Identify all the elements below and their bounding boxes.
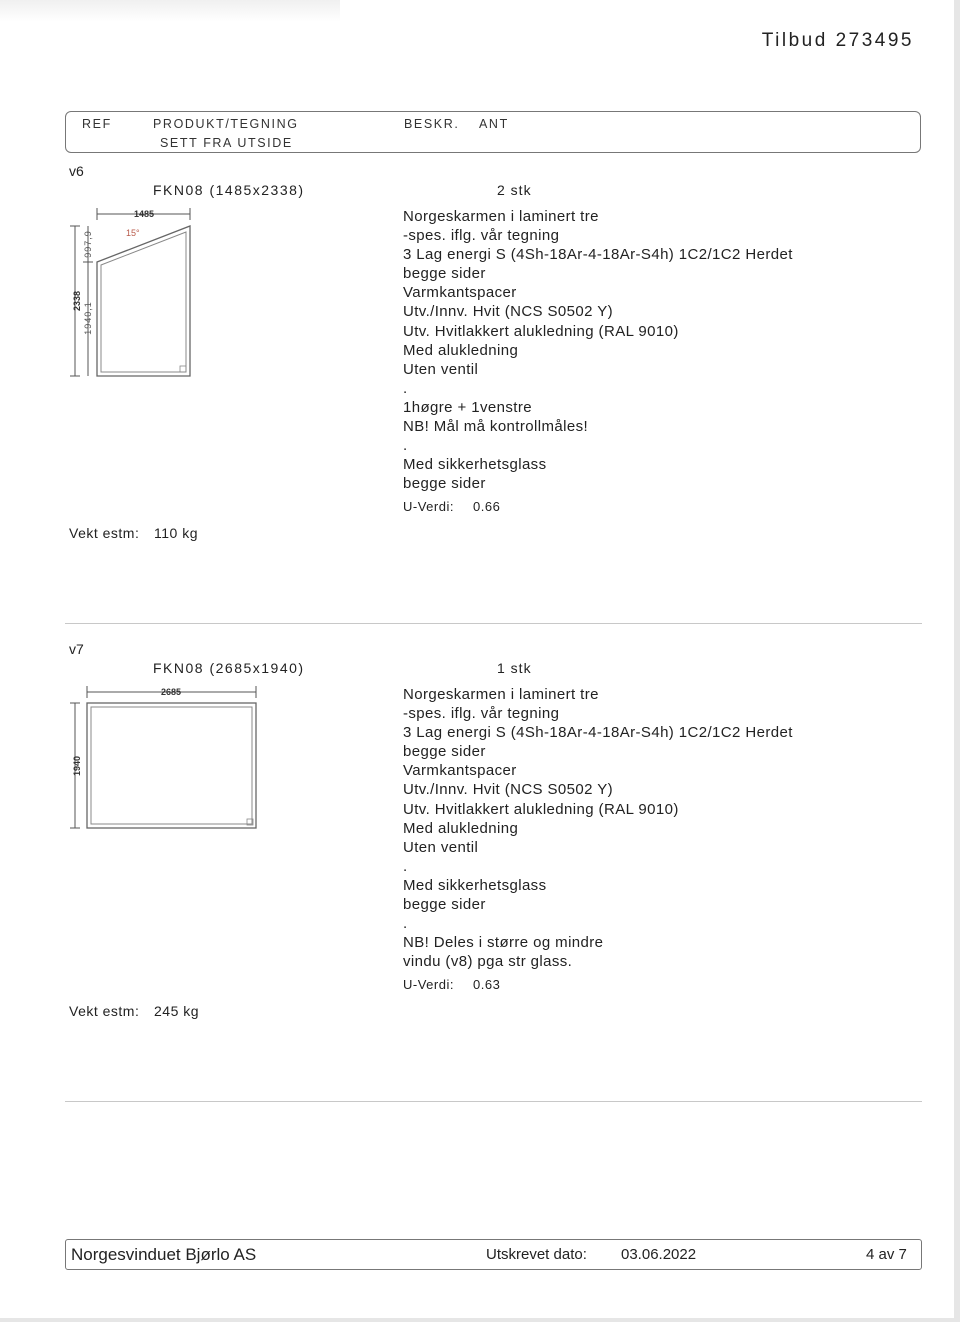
header-product: PRODUKT/TEGNING <box>153 117 299 131</box>
header-ref: REF <box>82 117 112 131</box>
u-value-label: U-Verdi: <box>403 499 454 514</box>
description-line: NB! Mål må kontrollmåles! <box>403 418 589 436</box>
company-name: Norgesvinduet Bjørlo AS <box>71 1245 257 1264</box>
window-frame-outer <box>87 703 256 828</box>
item-ref: v6 <box>69 163 84 179</box>
description-line: 1høgre + 1venstre <box>403 398 532 416</box>
description-line: . <box>403 379 408 397</box>
u-value <box>403 499 501 514</box>
weight-value: 110 kg <box>154 525 198 541</box>
weight-estimate <box>69 525 198 541</box>
description-line: begge sider <box>403 475 486 493</box>
header-description: BESKR. <box>404 117 460 131</box>
item-divider <box>65 623 922 624</box>
long-side-label: 1940,1 <box>83 301 93 335</box>
item-description <box>403 685 823 971</box>
description-line: Norgeskarmen i laminert tre <box>403 208 599 225</box>
description-line: . <box>403 437 408 455</box>
width-label: 2685 <box>160 687 182 697</box>
description-line: -spes. iflg. vår tegning <box>403 227 560 245</box>
header-subtitle: SETT FRA UTSIDE <box>160 136 293 150</box>
item-divider <box>65 1101 922 1102</box>
description-line: . <box>403 857 408 875</box>
description-line: NB! Deles i større og mindre <box>403 934 604 952</box>
u-value <box>403 977 501 992</box>
description-line: Uten ventil <box>403 360 479 378</box>
description-line: Med sikkerhetsglass <box>403 456 547 474</box>
print-date-label: Utskrevet dato: <box>486 1246 587 1263</box>
description-line: 3 Lag energi S (4Sh-18Ar-4-18Ar-S4h) 1C2/1C2 Herdet <box>403 246 793 264</box>
u-value-number: 0.63 <box>473 977 501 992</box>
header-quantity: ANT <box>479 117 509 131</box>
item-product: FKN08 (2685x1940) <box>153 660 305 676</box>
description-line: -spes. iflg. vår tegning <box>403 705 560 723</box>
angle-label: 15° <box>126 228 140 238</box>
item-quantity: 2 stk <box>497 182 532 198</box>
weight-label: Vekt estm: <box>69 1003 140 1019</box>
description-line: begge sider <box>403 265 486 283</box>
u-value-number: 0.66 <box>473 499 501 514</box>
description-line: Uten ventil <box>403 838 479 856</box>
description-line: Utv./Innv. Hvit (NCS S0502 Y) <box>403 781 613 799</box>
u-value-label: U-Verdi: <box>403 977 454 992</box>
description-line: Varmkantspacer <box>403 284 517 302</box>
description-line: Med alukledning <box>403 341 519 359</box>
window-frame-inner <box>91 707 252 824</box>
hinge-marker <box>180 366 186 372</box>
page-edge <box>954 0 960 1322</box>
item-product: FKN08 (1485x2338) <box>153 182 305 198</box>
description-line: Varmkantspacer <box>403 762 517 780</box>
scan-artifact <box>0 0 340 22</box>
page-edge-bottom <box>0 1318 960 1322</box>
description-line: Utv. Hvitlakkert alukledning (RAL 9010) <box>403 800 679 818</box>
short-side-label: 997,9 <box>83 230 93 258</box>
height-label: 1940 <box>72 755 82 777</box>
description-line: Utv./Innv. Hvit (NCS S0502 Y) <box>403 303 613 321</box>
description-line: Med alukledning <box>403 819 519 837</box>
item-ref: v7 <box>69 641 84 657</box>
description-line: Med sikkerhetsglass <box>403 876 547 894</box>
description-line: . <box>403 915 408 933</box>
weight-value: 245 kg <box>154 1003 200 1019</box>
description-line: 3 Lag energi S (4Sh-18Ar-4-18Ar-S4h) 1C2/1C2 Herdet <box>403 724 793 742</box>
window-drawing-v7 <box>60 678 270 838</box>
description-line: vindu (v8) pga str glass. <box>403 953 573 971</box>
weight-estimate <box>69 1003 200 1019</box>
height-label: 2338 <box>72 290 82 312</box>
item-quantity: 1 stk <box>497 660 532 676</box>
print-date: 03.06.2022 <box>621 1246 697 1263</box>
document-title: Tilbud 273495 <box>761 30 914 51</box>
width-label: 1485 <box>133 209 155 219</box>
description-line: Norgeskarmen i laminert tre <box>403 686 599 703</box>
description-line: Utv. Hvitlakkert alukledning (RAL 9010) <box>403 322 679 340</box>
description-line: begge sider <box>403 896 486 914</box>
window-frame-inner <box>101 232 186 372</box>
item-description <box>403 207 823 493</box>
window-drawing-v6 <box>60 200 210 385</box>
page-number: 4 av 7 <box>866 1246 907 1263</box>
description-line: begge sider <box>403 743 486 761</box>
weight-label: Vekt estm: <box>69 525 140 541</box>
